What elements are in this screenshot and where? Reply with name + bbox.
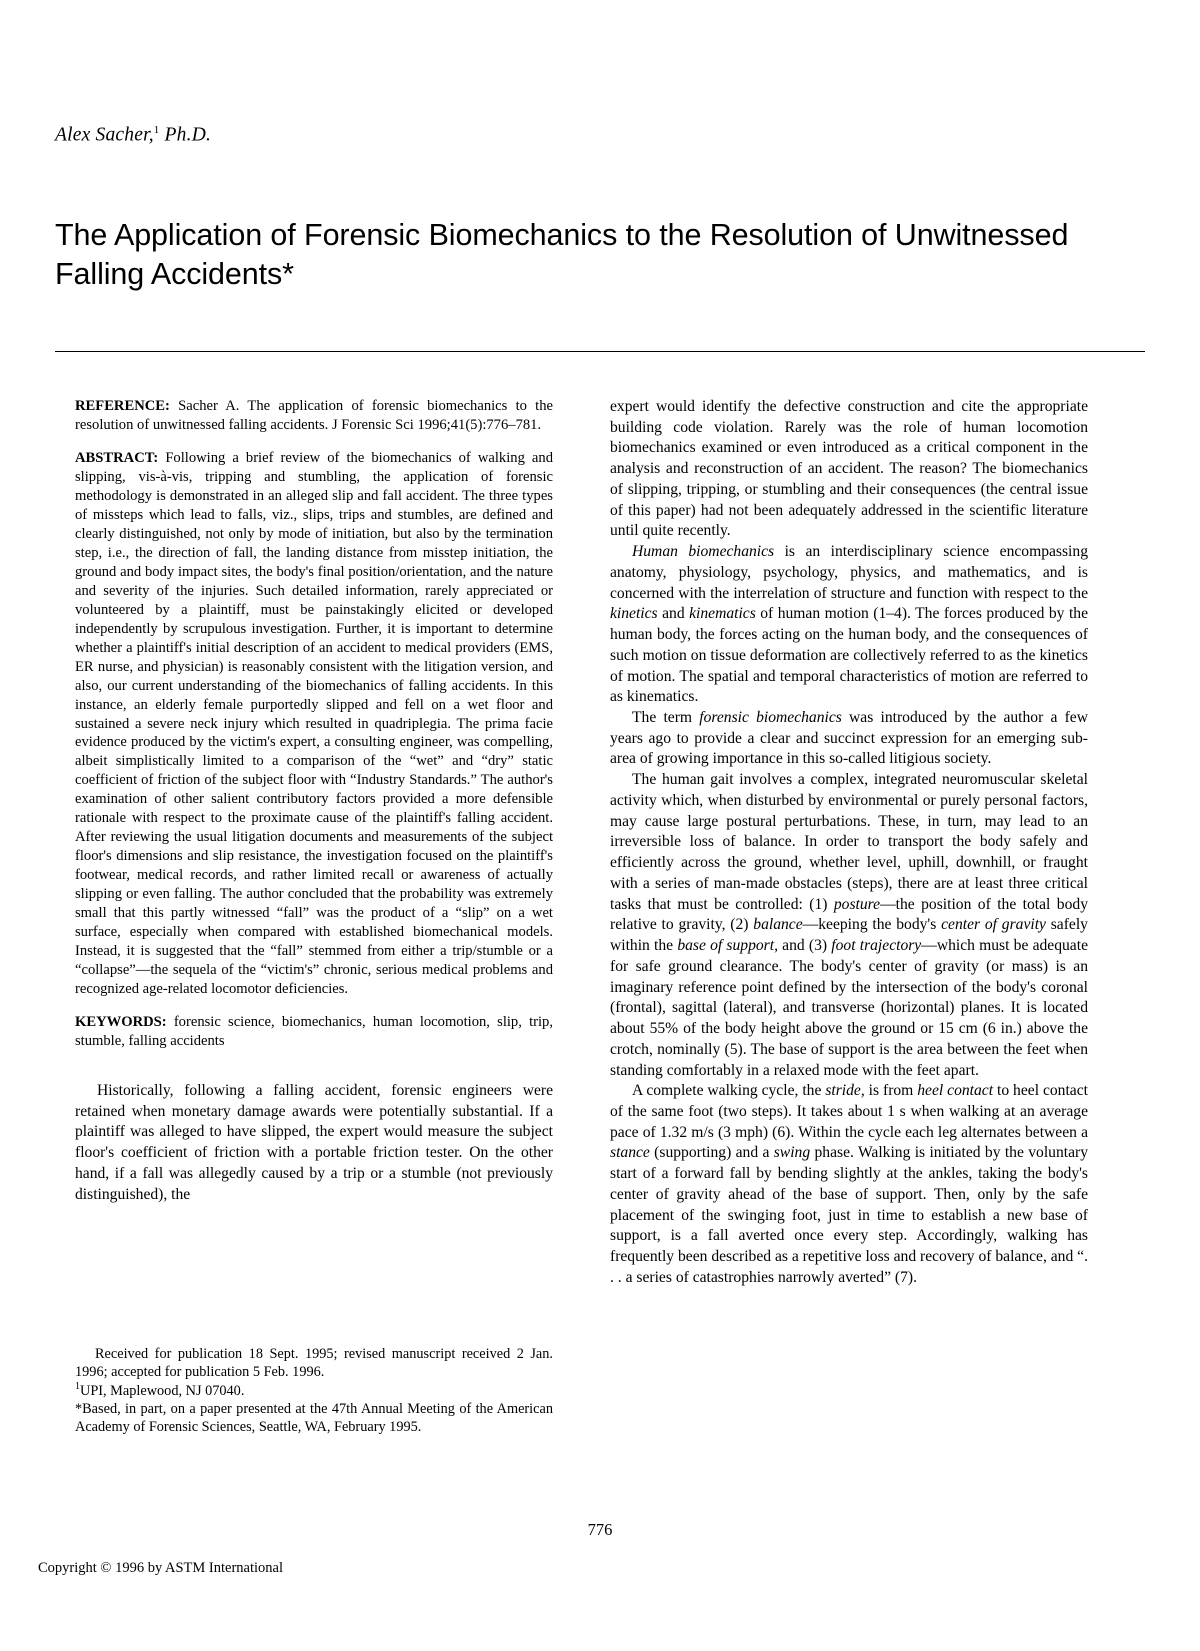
affiliation-text: UPI, Maplewood, NJ 07040. — [80, 1383, 245, 1400]
right-paragraph-2-mid1: is an interdisciplinary science encompassing anatomy, physiology, psychology, physics, and mathematics, and is concerned with the interrelation of structure and function with respect to the — [610, 543, 1088, 602]
keywords-text: forensic science, biomechanics, human locomotion, slip, trip, stumble, falling accidents — [75, 1014, 553, 1049]
keywords-label: KEYWORDS: — [75, 1014, 167, 1031]
term-forensic-biomechanics: forensic biomechanics — [699, 709, 842, 727]
term-foot-trajectory: foot trajectory — [831, 937, 922, 955]
p5-e: phase. Walking is initiated by the voluntary start of a forward fall by bending slightly at the ankles, taking the body's center of gravity ahead of the base of support. Then, only by the safe placement of the swinging foot, just in time to establish a new base of support, is a fall averted once every step. Accordingly, walking has frequently been described as a repetitive loss and recovery of balance, and “. . . a series of catastrophies narrowly averted” (7). — [610, 1144, 1088, 1286]
abstract-label: ABSTRACT: — [75, 449, 159, 466]
p5-d: (supporting) and a — [649, 1144, 774, 1162]
left-paragraph-1: Historically, following a falling accident, forensic engineers were retained when monetary damage awards were potentially substantial. If a plaintiff was alleged to have slipped, the expert would measure the subject floor's coefficient of friction with a portable friction tester. On the other hand, if a fall was allegedly caused by a trip or a stumble (not previously distinguished), the — [75, 1081, 553, 1203]
p4-c: —keeping the body's — [802, 916, 942, 934]
right-paragraph-3 — [610, 708, 1088, 770]
reference-block — [75, 397, 553, 435]
term-kinetics: kinetics — [610, 605, 658, 623]
term-posture: posture — [833, 895, 881, 913]
keywords-block — [75, 1013, 553, 1051]
footnote-star-note: *Based, in part, on a paper presented at the 47th Annual Meeting of the American Academy of Forensic Sciences, Seattle, WA, February 1995. — [75, 1401, 553, 1436]
right-paragraph-3-post: was introduced by the author a few years ago to provide a clear and succinct expression for an emerging sub-area of growing importance in this so-called litigious society. — [610, 709, 1088, 768]
author-line — [55, 124, 211, 147]
term-stride: stride, — [825, 1082, 865, 1100]
p4-e: and (3) — [777, 937, 832, 955]
p4-a: The human gait involves a complex, integrated neuromuscular skeletal activity which, when disturbed by environmental or purely personal factors, may cause large postural perturbations. These, in turn, may lead to an irreversible loss of balance. In order to transport the body safely and efficiently across the ground, whether level, uphill, downhill, or fraught with a series of man-made obstacles (steps), there are at least three critical tasks that must be controlled: (1) — [610, 771, 1088, 913]
column-right — [610, 397, 1088, 1289]
right-paragraph-2-mid2: and — [657, 605, 690, 623]
term-stance: stance — [610, 1144, 650, 1162]
page-title: The Application of Forensic Biomechanics to the Resolution of Unwitnessed Falling Accidents* — [55, 218, 1069, 292]
right-paragraph-4 — [610, 770, 1088, 1081]
abstract-text: Following a brief review of the biomechanics of walking and slipping, vis-à-vis, tripping and stumbling, the application of forensic methodology is demonstrated in an alleged slip and fall accident. The three types of missteps which lead to falls, viz., slips, trips and stumbles, are defined and clearly distinguished, not only by mode of initiation, but also by the termination step, i.e., the direction of fall, the landing distance from misstep initiation, the ground and body impact sites, the body's final position/orientation, and the nature and severity of the injuries. Such detailed information, rarely appreciated or volunteered by a plaintiff, must be painstakingly elicited or developed independently by scrupulous investigation. Further, it is important to determine whether a plaintiff's initial description of an accident to medical providers (EMS, ER nurse, and physician) is reasonably consistent with the litigation version, and also, our current understanding of the biomechanics of falling accidents. In this instance, an elderly female purportedly slipped and fell on a wet floor and sustained a severe neck injury which resulted in quadriplegia. The prima facie evidence produced by the victim's expert, a consulting engineer, was compelling, albeit simplistically limited to a comparison of the “wet” and “dry” static coefficient of friction of the subject floor with “Industry Standards.” The author's examination of other salient contributory factors provided a more defensible rationale with respect to the proximate cause of the plaintiff's falling accident. After reviewing the usual litigation documents and measurements of the subject floor's dimensions and slip resistance, the investigation focused on the plaintiff's footwear, medical records, and rather limited recall or awareness of actually slipping or even falling. The author concluded that the probability was extremely small that this partly witnessed “fall” was the product of a “slip” on a wet surface, especially when compared with established biomechanical models. Instead, it is suggested that the “fall” stemmed from either a trip/stumble or a “collapse”—the sequela of the “victim's” chronic, serious medical problems and recognized age-related locomotor deficiencies. — [75, 449, 553, 998]
right-paragraph-3-pre: The term — [632, 709, 700, 727]
footnote-affiliation — [75, 1381, 553, 1400]
right-paragraph-5 — [610, 1081, 1088, 1288]
abstract-block — [75, 449, 553, 999]
footnote-received: Received for publication 18 Sept. 1995; revised manuscript received 2 Jan. 1996; accepted for publication 5 Feb. 1996. — [75, 1346, 553, 1381]
reference-text: Sacher A. The application of forensic biomechanics to the resolution of unwitnessed falling accidents. J Forensic Sci 1996;41(5):776–781. — [75, 398, 553, 433]
column-left — [75, 397, 553, 1205]
right-paragraph-1: expert would identify the defective construction and cite the appropriate building code violation. Rarely was the role of human locomotion biomechanics examined or even introduced as a critical component in the analysis and reconstruction of an accident. The reason? The biomechanics of slipping, tripping, or stumbling and their consequences (the central issue of this paper) had not been adequately addressed in the scientific literature until quite recently. — [610, 398, 1088, 540]
p4-b: —the position of the total body relative to gravity, (2) — [610, 895, 1088, 934]
right-paragraph-2-post: of human motion (1–4). The forces produced by the human body, the forces acting on the human body, and the consequences of such motion on tissue deformation are collectively referred to as the kinetics of motion. The spatial and temporal characteristics of motion are referred to as kinematics. — [610, 605, 1088, 706]
term-heel-contact: heel contact — [917, 1082, 994, 1100]
term-center-of-gravity: center of gravity — [941, 916, 1046, 934]
p5-b: is from — [864, 1082, 918, 1100]
p4-d: safely within the — [610, 916, 1088, 955]
author-suffix: Ph.D. — [159, 124, 212, 146]
author-footnote-marker: 1 — [153, 124, 160, 136]
term-kinematics: kinematics — [689, 605, 756, 623]
author-name: Alex Sacher, — [55, 124, 154, 146]
p4-f: —which must be adequate for safe ground clearance. The body's center of gravity (or mass) is an imaginary reference point defined by the intersection of the body's coronal (frontal), sagittal (lateral), and transverse (horizontal) planes. It is located about 55% of the body height above the ground or 15 cm (6 in.) above the crotch, nominally (5). The base of support is the area between the feet when standing comfortably in a relaxed mode with the feet apart. — [610, 937, 1088, 1079]
right-paragraph-2 — [610, 542, 1088, 708]
page-number: 776 — [587, 1520, 613, 1539]
header-divider — [55, 351, 1145, 352]
copyright-notice: Copyright © 1996 by ASTM International — [38, 1560, 284, 1576]
p5-c: to heel contact of the same foot (two steps). It takes about 1 s when walking at an average pace of 1.32 m/s (3 mph) (6). Within the cycle each leg alternates between a — [610, 1082, 1088, 1141]
term-base-of-support: base of support, — [677, 937, 778, 955]
footnotes — [75, 1345, 553, 1437]
p5-a: A complete walking cycle, the — [632, 1082, 826, 1100]
term-swing: swing — [773, 1144, 811, 1162]
term-balance: balance — [753, 916, 803, 934]
affiliation-marker: 1 — [75, 1381, 80, 1393]
term-human-biomechanics: Human biomechanics — [632, 543, 775, 561]
reference-label: REFERENCE: — [75, 398, 170, 414]
